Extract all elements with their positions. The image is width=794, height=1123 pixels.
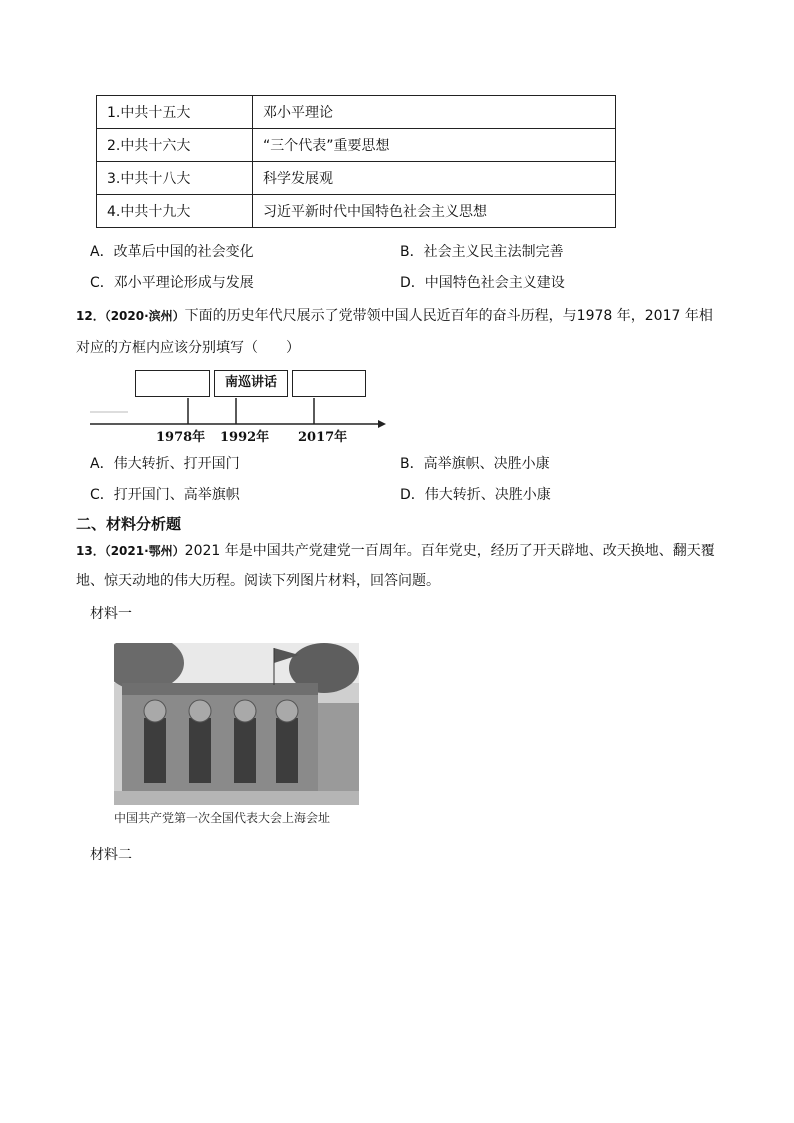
table-cell: 科学发展观: [253, 162, 616, 195]
table-row: [97, 195, 616, 228]
q13-stem-line2: 地、惊天动地的伟大历程。阅读下列图片材料，回答问题。: [76, 573, 440, 589]
q12-stem-line1: [76, 306, 713, 326]
q12-option-d: D．伟大转折、决胜小康: [400, 487, 551, 503]
match-table: [96, 95, 616, 228]
timeline-year: 1992年: [220, 430, 270, 445]
timeline-box-1978: [135, 370, 210, 397]
material1-label: 材料一: [90, 606, 132, 622]
q12-source: （2020·滨州）: [104, 309, 185, 323]
q12-option-a: A．伟大转折、打开国门: [90, 456, 240, 472]
timeline-box-2017: [292, 370, 366, 397]
timeline-year: 1978年: [156, 430, 206, 445]
q11-option-c: C．邓小平理论形成与发展: [90, 275, 254, 291]
q12-text: 下面的历史年代尺展示了党带领中国人民近百年的奋斗历程，与1978 年，2017 年相: [184, 308, 713, 324]
table-row: [97, 129, 616, 162]
timeline-box-label: 南巡讲话: [224, 375, 277, 390]
photo-caption: 中国共产党第一次全国代表大会上海会址: [114, 811, 331, 825]
table-cell: 1.中共十五大: [97, 96, 253, 129]
table-cell: 4.中共十九大: [97, 195, 253, 228]
timeline-year: 2017年: [298, 430, 348, 445]
table-cell: 3.中共十八大: [97, 162, 253, 195]
q11-option-d: D．中国特色社会主义建设: [400, 275, 565, 291]
material2-label: 材料二: [90, 847, 132, 863]
q11-option-b: B．社会主义民主法制完善: [400, 244, 564, 260]
timeline-figure: [88, 362, 388, 446]
q13-number: 13．: [76, 544, 105, 558]
q13-text: 2021 年是中国共产党建党一百周年。百年党史，经历了开天辟地、改天换地、翻天覆: [184, 543, 715, 559]
timeline-box-1992: [214, 370, 288, 397]
table-row: [97, 162, 616, 195]
q12-number: 12．: [76, 309, 105, 323]
q12-option-b: B．高举旗帜、决胜小康: [400, 456, 550, 472]
q12-option-c: C．打开国门、高举旗帜: [90, 487, 240, 503]
q11-option-a: A．改革后中国的社会变化: [90, 244, 254, 260]
q12-stem-line2: 对应的方框内应该分别填写（ ）: [76, 340, 300, 356]
table-cell: 2.中共十六大: [97, 129, 253, 162]
table-row: [97, 96, 616, 129]
congress-site-photo: [114, 643, 359, 805]
table-cell: 邓小平理论: [253, 96, 616, 129]
section-title: 二、材料分析题: [76, 515, 182, 533]
q13-source: （2021·鄂州）: [104, 544, 185, 558]
table-cell: “三个代表”重要思想: [253, 129, 616, 162]
q13-stem-line1: [76, 541, 715, 561]
table-cell: 习近平新时代中国特色社会主义思想: [253, 195, 616, 228]
